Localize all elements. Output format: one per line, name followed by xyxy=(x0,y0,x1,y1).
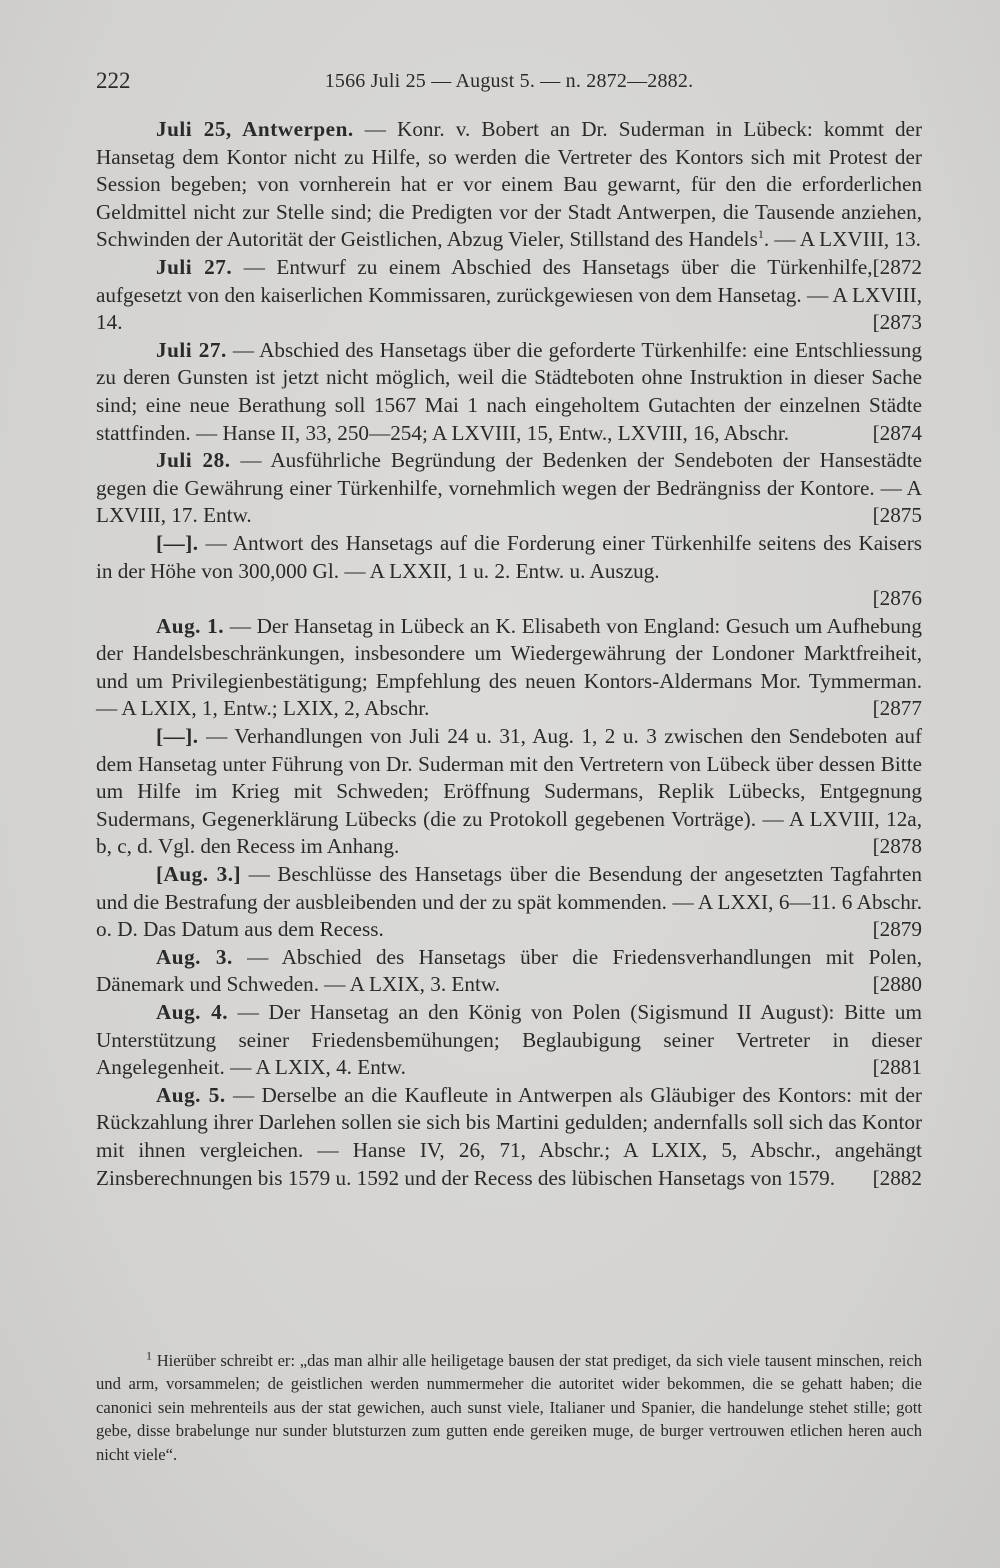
entry-text: — Der Hansetag an den König von Polen (Sigismund II August): Bitte um Unterstützung seiner Friedensbemühungen; Beglaubigung seiner Vertreter in dieser Angelegenheit. — A LXIX, 4. Entw. xyxy=(96,1000,922,1080)
entry-date: [Aug. 3.] xyxy=(156,862,242,887)
entry-text: — Beschlüsse des Hansetags über die Besendung der angesetzten Tagfahrten und die Bestrafung der ausbleibenden und der zu spät kommenden. — A LXXI, 6—11. 6 Abschr. o. D. Das Datum aus dem Recess. xyxy=(96,862,922,942)
entry-date: Juli 25, Antwerpen. xyxy=(156,117,354,141)
entry-number: [2881 xyxy=(872,1055,922,1080)
entry-2879 xyxy=(96,861,922,944)
footnote xyxy=(96,1349,922,1466)
page-header xyxy=(96,68,922,102)
entry-text: — Ausführliche Begründung der Bedenken der Sendeboten der Hansestädte gegen die Gewährung einer Türkenhilfe, vornehmlich wegen der Bedrängniss der Kontore. — A LXVIII, 17. Entw. xyxy=(96,448,922,528)
entry-number: [2882 xyxy=(872,1165,922,1190)
entry-number: [2875 xyxy=(872,503,922,528)
entry-number: [2873 xyxy=(872,310,922,335)
entry-text: — Abschied des Hansetags über die geforderte Türkenhilfe: eine Entschliessung zu deren Gunsten ist jetzt nicht möglich, weil die Städteboten ohne Instruktion in dieser Sache sind; eine neue Berathung soll 1567 Mai 1 nach eingeholtem Gutachten der einzelnen Städte stattfinden. — Hanse II, 33, 250—254; A LXVIII, 15, Entw., LXVIII, 16, Abschr. xyxy=(96,337,922,445)
entry-text-after: . — A LXVIII, 13. xyxy=(763,227,921,252)
footnote-marker: 1 xyxy=(146,1348,152,1363)
entry-2882 xyxy=(96,1082,922,1192)
entry-number: [2880 xyxy=(872,972,922,997)
entry-number: [2876 xyxy=(872,586,922,611)
entry-text: — Verhandlungen von Juli 24 u. 31, Aug. 1, 2 u. 3 zwischen den Sendeboten auf dem Hansetag unter Führung von Dr. Suderman mit den Vertretern von Lübeck über dessen Bitte um Hilfe im Krieg mit Schweden; Eröffnung Sudermans, Replik Lübecks, Entgegnung Sudermans, Gegenerklärung Lübecks (die zu Protokoll gegebenen Vorträge). — A LXVIII, 12a, b, c, d. Vgl. den Recess im Anhang. xyxy=(96,724,922,859)
entry-text: — Antwort des Hansetags auf die Forderung einer Türkenhilfe seitens des Kaisers in der Höhe von 300,000 Gl. — A LXXII, 1 u. 2. Entw. u. Auszug. xyxy=(96,530,922,583)
entry-date: [—]. xyxy=(156,724,199,749)
entry-date: [—]. xyxy=(156,530,199,555)
entry-date: Aug. 3. xyxy=(156,944,233,969)
entry-2876 xyxy=(96,530,922,613)
entry-number: [2879 xyxy=(872,917,922,942)
entry-number: [2877 xyxy=(872,696,922,721)
entry-date: Aug. 4. xyxy=(156,1000,229,1024)
footnote-reference: 1 xyxy=(757,227,764,242)
entry-text: — Der Hansetag in Lübeck an K. Elisabeth von England: Gesuch um Aufhebung der Handelsbeschränkungen, insbesondere um Wiedergewährung der Londoner Marktfreiheit, und um Privilegienbestätigung; Empfehlung des neuen Kontors-Aldermans Mor. Tymmerman. — A LXIX, 1, Entw.; LXIX, 2, Abschr. xyxy=(96,613,922,721)
entry-2873 xyxy=(96,254,922,337)
entry-text: — Abschied des Hansetags über die Friedensverhandlungen mit Polen, Dänemark und Schweden. — A LXIX, 3. Entw. xyxy=(96,944,922,997)
entry-2874 xyxy=(96,337,922,447)
entry-2878 xyxy=(96,723,922,861)
entry-text: — Entwurf zu einem Abschied des Hansetags über die Türkenhilfe, aufgesetzt von den kaiserlichen Kommissaren, zurückgewiesen von dem Hansetag. — A LXVIII, 14. xyxy=(96,254,922,335)
running-head: 1566 Juli 25 — August 5. — n. 2872—2882. xyxy=(324,70,694,92)
entry-number: [2878 xyxy=(872,834,922,859)
page-number: 222 xyxy=(96,68,131,93)
entry-date: Aug. 1. xyxy=(156,613,225,638)
entry-number: [2872 xyxy=(872,254,922,279)
entry-2881 xyxy=(96,999,922,1082)
entry-2877 xyxy=(96,613,922,723)
entry-2880 xyxy=(96,944,922,999)
entry-2875 xyxy=(96,447,922,530)
entry-date: Aug. 5. xyxy=(156,1082,226,1107)
entry-date: Juli 27. xyxy=(156,254,233,279)
entry-text: — Derselbe an die Kaufleute in Antwerpen als Gläubiger des Kontors: mit der Rückzahlung ihrer Darlehen sollen sie sich bis Martini gedulden; andernfalls soll sich das Kontor mit ihnen vergleichen. — Hanse IV, 26, 71, Abschr.; A LXIX, 5, Abschr., angehängt Zinsberechnungen bis 1579 u. 1592 und der Recess des lübischen Hansetags von 1579. xyxy=(96,1082,922,1190)
entry-date: Juli 28. xyxy=(156,448,231,473)
entry-text: — Konr. v. Bobert an Dr. Suderman in Lübeck: kommt der Hansetag dem Kontor nicht zu Hilfe, so werden die Vertreter des Kontors sich mit Protest der Session begeben; von vornherein hat er vor einem Bau gewarnt, für den die erforderlichen Geldmittel nicht zur Stelle sind; die Predigten vor der Stadt Antwerpen, die Tausende anziehen, Schwinden der Autorität der Geistlichen, Abzug Vieler, Stillstand des Handels xyxy=(96,117,922,252)
entry-number: [2874 xyxy=(872,420,922,445)
regest-entries xyxy=(96,116,922,1192)
footnote-text: Hierüber schreibt er: „das man alhir alle heiligetage bausen der stat prediget, da sich viele tausent minschen, reich und arm, vorsammelen; de geistlichen werden nummermeher die autoritet wider bekommen, die se gehatt haben; die canonici sein mehrenteils aus der stat gewichen, auch sunst viele, Italianer und Spanier, die handelunge stehet stille; gott gebe, disse brabelunge nur sunder blutsturzen zum gutten ende gereiken muge, de burger vertrouwen etlichen heren auch nicht viele“. xyxy=(96,1351,922,1464)
entry-date: Juli 27. xyxy=(156,337,227,362)
